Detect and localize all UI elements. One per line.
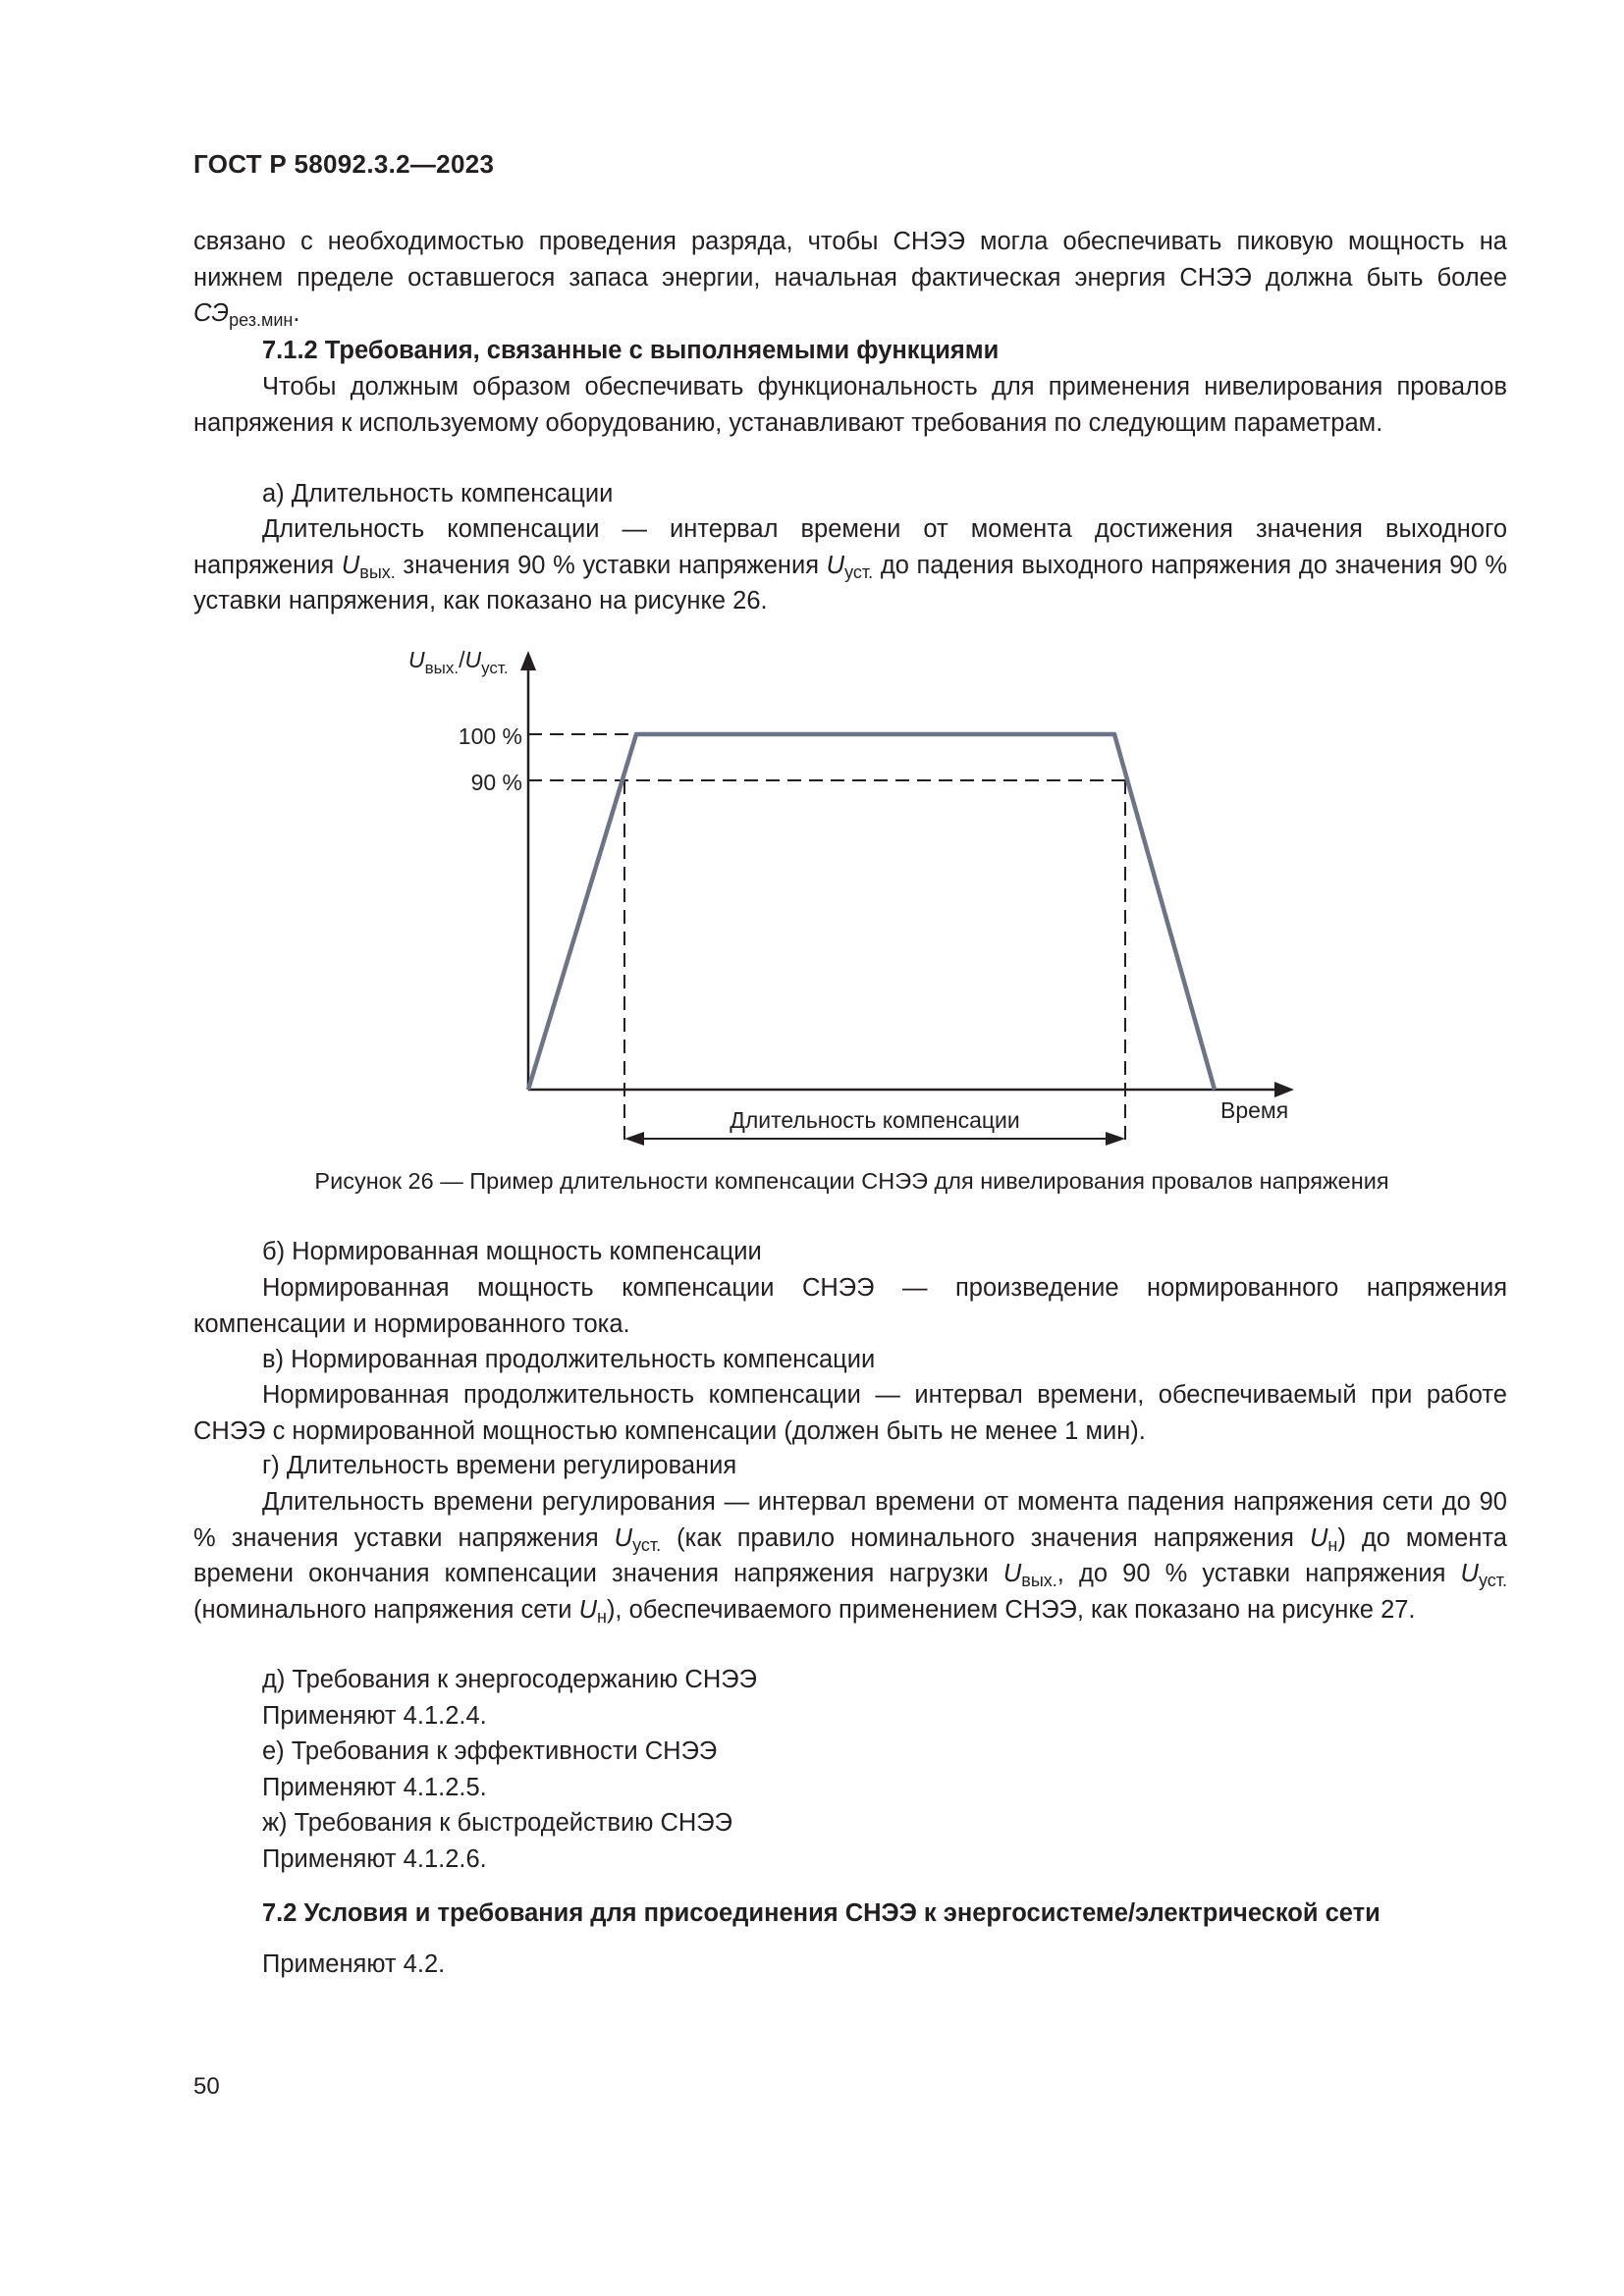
paragraph-compensation-duration: Длительность компенсации — интервал времени от момента достижения значения выходного напряжения $U_{вых.}$ значения 90 % уставки напряжения $U_{уст.}$ до падения выходного напряжения до значения 90 % уставки напряжения, как показано на рисунке 26.: [193, 515, 1507, 614]
paragraph-d: Применяют 4.1.2.4.: [262, 1702, 487, 1730]
paragraph-intro: Чтобы должным образом обеспечивать функциональность для применения нивелирования провалов напряжения к используемому оборудованию, устанавливают требования по следующим параметрам.: [193, 373, 1507, 437]
paragraph-regulation-time: Длительность времени регулирования — интервал времени от момента падения напряжения сети до 90 % значения уставки напряжения $U_{уст.}$ (как правило номинального значения напряжения $U_н$) до момента времени окончания компенсации значения напряжения нагрузки $U_{вых.}$, до 90 % уставки напряжения $U_{уст.}$ (номинального напряжения сети $U_н$), обеспечиваемого применением СНЭЭ, как показано на рисунке 27.: [193, 1488, 1508, 1627]
list-item-e: е) Требования к эффективности СНЭЭ: [262, 1737, 718, 1765]
duration-label: Длительность компенсации: [730, 1107, 1020, 1133]
list-item-g: г) Длительность времени регулирования: [262, 1452, 737, 1479]
level-100-label: 100 %: [458, 723, 522, 749]
list-item-zh: ж) Требования к быстродействию СНЭЭ: [262, 1809, 732, 1837]
x-axis-label: Время: [1220, 1097, 1289, 1123]
voltage-curve: [528, 734, 1215, 1090]
paragraph-7-2: Применяют 4.2.: [262, 1950, 446, 1978]
duration-arrow-left-icon: [624, 1132, 644, 1146]
list-item-v: в) Нормированная продолжительность компенсации: [262, 1346, 876, 1373]
y-axis-label: $U_{вых.}/U_{уст.}$: [408, 647, 509, 677]
section-heading-7-1-2: 7.1.2 Требования, связанные с выполняемыми функциями: [262, 337, 1000, 364]
list-item-a: а) Длительность компенсации: [262, 480, 614, 507]
list-item-d: д) Требования к энергосодержанию СНЭЭ: [262, 1666, 757, 1693]
paragraph-continuation: связано с необходимостью проведения разряда, чтобы СНЭЭ могла обеспечивать пиковую мощность на нижнем пределе оставшегося запаса энергии, начальная фактическая энергия СНЭЭ должна быть более $СЭ_{рез.мин}$.: [193, 228, 1507, 330]
paragraph-zh: Применяют 4.1.2.6.: [262, 1845, 487, 1873]
x-axis-arrow-icon: [1274, 1082, 1294, 1097]
level-90-label: 90 %: [470, 770, 522, 795]
page-number: 50: [193, 2073, 220, 2100]
figure-caption: Рисунок 26 — Пример длительности компенсации СНЭЭ для нивелирования провалов напряжения: [314, 1168, 1389, 1194]
paragraph-e: Применяют 4.1.2.5.: [262, 1774, 487, 1801]
y-axis-arrow-icon: [520, 651, 536, 670]
paragraph-rated-power: Нормированная мощность компенсации СНЭЭ — произведение нормированного напряжения компенсации и нормированного тока.: [193, 1274, 1507, 1338]
list-item-b: б) Нормированная мощность компенсации: [262, 1238, 762, 1265]
document-header: ГОСТ Р 58092.3.2—2023: [193, 149, 495, 179]
paragraph-rated-duration: Нормированная продолжительность компенсации — интервал времени, обеспечиваемый при работе СНЭЭ с нормированной мощностью компенсации (должен быть не менее 1 мин).: [193, 1381, 1507, 1445]
duration-arrow-right-icon: [1106, 1132, 1125, 1146]
section-heading-7-2: 7.2 Условия и требования для присоединения СНЭЭ к энергосистеме/электрической сети: [262, 1899, 1380, 1927]
